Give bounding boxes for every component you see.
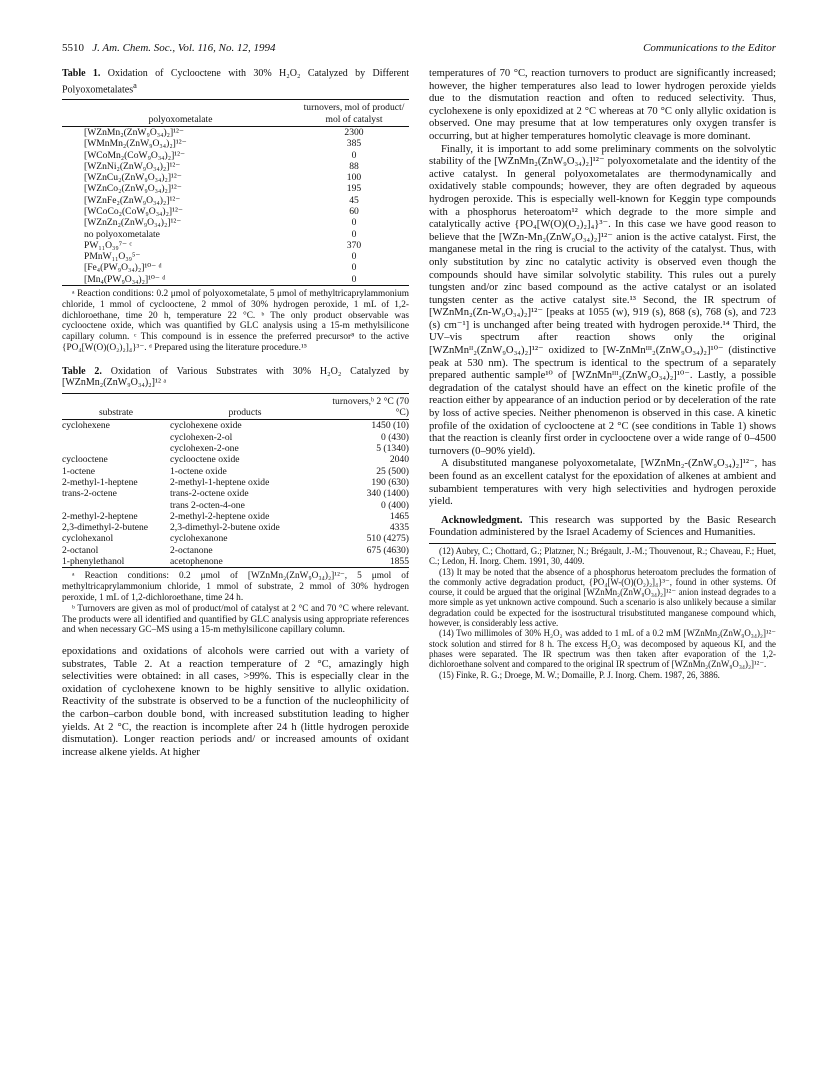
references <box>429 543 776 680</box>
table1-cell-polyoxometalate: PW₁₁O₃₉⁷⁻ ᶜ <box>84 239 132 251</box>
table2-cell-turnovers: 5 (1340) <box>376 443 409 455</box>
table1-row <box>62 217 409 228</box>
reference-item: (13) It may be noted that the absence of a phosphorus heteroatom precludes the formation of the commonly active degradation product, {PO₄[W-(O)(O₂)₂]₄}³⁻, found in other systems. Of course, it could be argued that the original [WZnMn₂(ZnW₉O₃₄)₂]¹²⁻ anion instead degrades to a more simple as yet unknown active compound. Such a scenario is also unlikely because a similar degradation could be expected for the isostructural trisubstituted manganese compound which, however, is considerably less active. <box>429 566 776 629</box>
table2-cell-substrate: 1-octene <box>62 465 96 477</box>
table2-cell-product: cyclohexen-2-ol <box>170 431 233 443</box>
table1-cell-turnovers: 45 <box>349 194 359 206</box>
table1-cell-polyoxometalate: [Mn₄(PW₉O₃₄)₂]¹⁰⁻ ᵈ <box>84 273 166 285</box>
table1 <box>62 99 409 286</box>
table1-cell-polyoxometalate: [Fe₄(PW₉O₃₄)₂]¹⁰⁻ ᵈ <box>84 262 162 274</box>
two-column-layout <box>62 68 776 759</box>
reference-item: (15) Finke, R. G.; Droege, M. W.; Domaille, P. J. Inorg. Chem. 1987, 26, 3886. <box>439 669 720 680</box>
table2-caption: Table 2. Oxidation of Various Substrates with 30% H₂O₂ Catalyzed by [WZnMn₂(ZnW₉O₃₄)₂]¹² ᵃ <box>62 365 410 389</box>
table1-cell-turnovers: 0 <box>351 251 357 263</box>
left-column <box>62 68 409 759</box>
table1-cell-polyoxometalate: [WZnNi₂(ZnW₉O₃₄)₂]¹²⁻ <box>84 160 181 172</box>
acknowledgment-title: Acknowledgment. <box>441 514 523 526</box>
table1-row <box>62 138 409 149</box>
table1-row <box>62 229 409 240</box>
table2-cell-substrate: 2-methyl-1-heptene <box>62 476 138 488</box>
table1-cell-polyoxometalate: [WZnMn₂(ZnW₉O₃₄)₂]¹²⁻ <box>84 126 184 138</box>
table2-cell-product: cyclohexene oxide <box>170 420 242 432</box>
table1-header-polyoxometalate: polyoxometalate <box>62 100 299 127</box>
left-body-text <box>62 646 409 759</box>
table2-cell-turnovers: 1450 (10) <box>371 420 409 432</box>
table2-cell-turnovers: 510 (4275) <box>366 533 409 545</box>
table2-cell-product: acetophenone <box>170 556 223 568</box>
table2-cell-product: 2-methyl-2-heptene oxide <box>170 510 270 522</box>
table2-row <box>62 420 409 432</box>
table2-cell-turnovers: 2040 <box>389 454 409 466</box>
table1-row <box>62 251 409 262</box>
table2-cell-turnovers: 4335 <box>389 522 409 534</box>
table1-cell-turnovers: 0 <box>351 273 357 285</box>
table1-row <box>62 195 409 206</box>
table2-row <box>62 432 409 443</box>
table2-cell-turnovers: 0 (430) <box>381 431 409 443</box>
table1-cell-polyoxometalate: [WZnZn₂(ZnW₉O₃₄)₂]¹²⁻ <box>84 217 182 229</box>
table2-cell-substrate: 2,3-dimethyl-2-butene <box>62 522 149 534</box>
table2-cell-substrate: trans-2-octene <box>62 488 117 500</box>
page-number: 5510 <box>62 42 84 54</box>
table2-cell-substrate <box>62 443 170 454</box>
table1-caption: Table 1. Oxidation of Cyclooctene with 30% H₂O₂ Catalyzed by Different Polyoxometalates$^a$ <box>62 68 410 95</box>
table2-row <box>62 466 409 477</box>
table1-cell-turnovers: 0 <box>351 217 357 229</box>
table1-row <box>62 183 409 194</box>
table2-cell-turnovers: 675 (4630) <box>366 544 409 556</box>
table2-cell-product: trans 2-octen-4-one <box>170 499 245 511</box>
table1-cell-polyoxometalate: [WCoMn₂(CoW₉O₃₄)₂]¹²⁻ <box>84 149 186 161</box>
table2-row <box>62 443 409 454</box>
table1-header-turnovers: turnovers, mol of product/ mol of catalyst <box>299 100 409 127</box>
table2-cell-product: trans-2-octene oxide <box>170 488 249 500</box>
table2-cell-substrate: 1-phenylethanol <box>62 556 125 568</box>
table2-row <box>62 556 409 568</box>
table2-cell-substrate <box>62 500 170 511</box>
reference-item: (12) Aubry, C.; Chottard, G.; Platzner, N.; Brégault, J.-M.; Thouvenout, R.; Chaveau, F.; Huet, C.; Ledon, H. Inorg. Chem. 1991, 30, 4409. <box>429 545 776 567</box>
table1-cell-polyoxometalate: [WZnCu₂(ZnW₉O₃₄)₂]¹²⁻ <box>84 172 182 184</box>
paragraph: Finally, it is important to add some preliminary comments on the solvolytic stability of the [WZnMn₂(ZnW₉O₃₄)₂]¹²⁻ polyoxometalate and the identity of the active catalyst. In general polyoxometalates are thermodynamically and oxidatively stable compounds; however, they are often degraded by aqueous hydrogen peroxide. This is especially well-known for Keggin type compounds with a phosphorus heteroatom¹² which degrade to the more simple and catalytically active {PO₄[W(O)(O₂)₂]₄}³⁻. In this case we have good reason to believe that the [WZn-Mn₂(ZnW₉O₃₄)₂]¹²⁻ anion is the active catalyst. First, the manganese metal in the ring is crucial to the activity of the catalyst. Thus, with only substitution by zinc no catalytic activity is observed even though the compounds should have similar solvolytic stability. This rules out a purely tungsten and/or zinc based compound as the active catalyst or an isolated tungsten center as the active catalyst site.¹³ Second, the IR spectrum of [WZnMn₂(Zn-W₉O₃₄)₂]¹²⁻ [peaks at 1055 (w), 919 (s), 868 (s), 768 (s), and 723 (s) cm⁻¹] is unchanged after being treated with hydrogen peroxide.¹⁴ Third, the UV–vis spectrum after reaction shows only the original [WZnMnᴵᴵ₂(ZnW₉O₃₄)₂]¹²⁻ oxidized to [W-ZnMnᴵᴵᴵ₂(ZnW₉O₃₄)₂]¹⁰⁻ (distinctive peak at 530 nm). The spectrum is identical to the spectrum of a separately prepared authentic sample¹⁰ of [WZnMnᴵᴵᴵ₂(ZnW₉O₃₄)₂]¹⁰⁻. Lastly, a possible degradation of the catalyst should have an effect on the kinetic profile of the reaction either by appearance of an induction period or by deceleration of the rate by loss of active species. Neither phenomenon is observed in this case. A kinetic profile of the oxidation of cyclooctene at 2 °C (see conditions in Table 1) shows that the reaction is cleanly first order in cyclooctene over a wide range of 0–4500 turnovers (0–90% yield). <box>429 143 776 457</box>
table1-row <box>62 240 409 251</box>
table2-header-turnovers: turnovers,ᵇ 2 °C (70 °C) <box>320 393 409 420</box>
table2-row <box>62 522 409 533</box>
table1-cell-turnovers: 88 <box>349 160 359 172</box>
table1-row <box>62 172 409 183</box>
paragraph: epoxidations and oxidations of alcohols were carried out with a variety of substrates, Table 2. At a reaction temperature of 2 °C, amazingly high selectivities were obtained: in all cases, >99%. This is especially clear in the oxidation of cyclohexene known to be highly sensitive to allylic oxidation. Reactivity of the substrate is observed to be a function of the nucleophilicity of the carbon–carbon double bond, with increased substitution leading to higher yields. At 2 °C, the reaction is incomplete after 24 h (little hydrogen peroxide dismutation). Longer reaction periods and/ or increased amounts of oxidant increase alkene yields. At higher <box>62 646 409 758</box>
journal-page <box>62 36 776 758</box>
table2-cell-turnovers: 0 (400) <box>381 499 409 511</box>
table1-row <box>62 274 409 286</box>
table1-cell-polyoxometalate: no polyoxometalate <box>84 228 160 240</box>
table2-header-substrate: substrate <box>62 393 170 420</box>
table1-cell-polyoxometalate: [WZnFe₂(ZnW₉O₃₄)₂]¹²⁻ <box>84 194 181 206</box>
table2-cell-product: 2-octanone <box>170 544 213 556</box>
table2-cell-product: 2,3-dimethyl-2-butene oxide <box>170 522 280 534</box>
table1-cell-polyoxometalate: PMnW₁₁O₃₉⁵⁻ <box>84 251 141 263</box>
table1-cell-polyoxometalate: [WCoCo₂(CoW₉O₃₄)₂]¹²⁻ <box>84 206 183 217</box>
table1-row <box>62 126 409 138</box>
table2-cell-turnovers: 1855 <box>389 556 409 568</box>
table2-cell-product: cyclohexen-2-one <box>170 443 239 455</box>
table2-row <box>62 454 409 465</box>
table2-row <box>62 533 409 544</box>
table2-cell-substrate: cyclohexene <box>62 420 110 432</box>
table2-cell-product: cyclohexanone <box>170 533 228 545</box>
table1-cell-turnovers: 100 <box>346 172 362 184</box>
table2-cell-turnovers: 190 (630) <box>371 476 409 488</box>
table2-row <box>62 511 409 522</box>
table2-row <box>62 488 409 499</box>
section-title: Communications to the Editor <box>643 42 776 54</box>
table2-footnote-b: ᵇ Turnovers are given as mol of product/mol of catalyst at 2 °C and 70 °C where relevant. The products were all identified and quantified by GLC analysis using appropriate references and when necessary GC–MS using a 15-m methylsilicone capillary column. <box>62 603 409 636</box>
table2-cell-substrate: cyclohexanol <box>62 533 114 545</box>
table2-cell-substrate: cyclooctene <box>62 454 108 466</box>
paragraph: A disubstituted manganese polyoxometalate, [WZnMn₂-(ZnW₉O₃₄)₂]¹²⁻, has been found as an excellent catalyst for the epoxidation of alkenes at ambient and subambient temperatures with very high selectivities and hydrogen peroxide yield. <box>429 458 776 508</box>
table1-row <box>62 262 409 273</box>
table2-cell-turnovers: 25 (500) <box>376 465 409 477</box>
table2-cell-product: 2-methyl-1-heptene oxide <box>170 476 270 488</box>
table1-cell-turnovers: 0 <box>351 228 357 240</box>
running-head <box>62 36 776 54</box>
reference-item: (14) Two millimoles of 30% H₂O₂ was added to 1 mL of a 0.2 mM [WZnMn₂(ZnW₉O₃₄)₂]¹²⁻ stock solution and stirred for 8 h. The excess H₂O₂ was decomposed by aqueous KI, and the phases were separated. The IR spectrum was then taken after evaporation of the 1,2-dichloroethane solvent and compared to the original IR spectrum of [WZnMn₂(ZnW₉O₃₄)₂]¹²⁻. <box>429 628 776 670</box>
table1-cell-turnovers: 0 <box>351 149 357 161</box>
table2-row <box>62 477 409 488</box>
table2-cell-product: cyclooctene oxide <box>170 454 240 466</box>
journal-citation: J. Am. Chem. Soc., Vol. 116, No. 12, 1994 <box>92 42 276 54</box>
table1-cell-turnovers: 370 <box>346 239 362 251</box>
table1-cell-turnovers: 195 <box>346 183 362 195</box>
table1-row <box>62 206 409 217</box>
table1-cell-turnovers: 2300 <box>344 126 364 138</box>
table1-cell-turnovers: 60 <box>349 206 359 217</box>
table1-cell-turnovers: 0 <box>351 262 357 274</box>
table2-row <box>62 545 409 556</box>
table1-row <box>62 150 409 161</box>
table2-cell-turnovers: 340 (1400) <box>366 488 409 500</box>
table2-footnote-a: ᵃ Reaction conditions: 0.2 μmol of [WZnMn₂(ZnW₉O₃₄)₂]¹²⁻, 5 μmol of methyltricaprylammonium chloride, 1 mmol of substrate, 2 mmol of 30% hydrogen peroxide, 1 mL of 1,2-dichloroethane, time 24 h. <box>62 571 409 603</box>
acknowledgment: Acknowledgment. This research was supported by the Basic Research Foundation administered by the Israel Academy of Sciences and Humanities. <box>429 514 776 539</box>
table1-cell-turnovers: 385 <box>346 138 362 150</box>
table2-row <box>62 500 409 511</box>
table2-header-products: products <box>170 393 320 420</box>
table1-footnote: ᵃ Reaction conditions: 0.2 μmol of polyoxometalate, 5 μmol of methyltricaprylammonium chloride, 1 mmol of cyclooctene, 2 mmol of 30% hydrogen peroxide, 1 mL of 1,2-dichloroethane, time 20 h, temperature 22 °C. ᵇ The only product observable was cyclooctene oxide, which was quantified by GLC analysis using a 15-m methylsilicone capillary column. ᶜ This compound is in essence the preferred precursor⁸ to the active {PO₄[W(O)(O₂)₂]₄}³⁻. ᵈ Prepared using the literature procedure.¹⁵ <box>62 289 409 354</box>
table2-cell-substrate: 2-octanol <box>62 544 99 556</box>
table2-cell-turnovers: 1465 <box>389 510 409 522</box>
table1-cell-polyoxometalate: [WMnMn₂(ZnW₉O₃₄)₂]¹²⁻ <box>84 138 187 150</box>
table1-row <box>62 161 409 172</box>
table2-cell-substrate: 2-methyl-2-heptene <box>62 510 138 522</box>
right-column <box>429 68 776 759</box>
table1-cell-polyoxometalate: [WZnCo₂(ZnW₉O₃₄)₂]¹²⁻ <box>84 183 182 195</box>
table2 <box>62 393 409 568</box>
paragraph: temperatures of 70 °C, reaction turnovers to product are significantly increased; however, the higher temperatures also lead to lower hydrogen peroxide yields due to the dismutation reaction and often to reduced selectivity. Thus, cyclohexene is only epoxidized at 2 °C whereas at 70 °C only allylic oxidation is observed. One may presume that at low temperatures only oxygen transfer is occurring, but at higher temperatures homolytic cleavage is more dominant. <box>429 68 776 142</box>
table2-cell-substrate <box>62 432 170 443</box>
table2-cell-product: 1-octene oxide <box>170 465 227 477</box>
